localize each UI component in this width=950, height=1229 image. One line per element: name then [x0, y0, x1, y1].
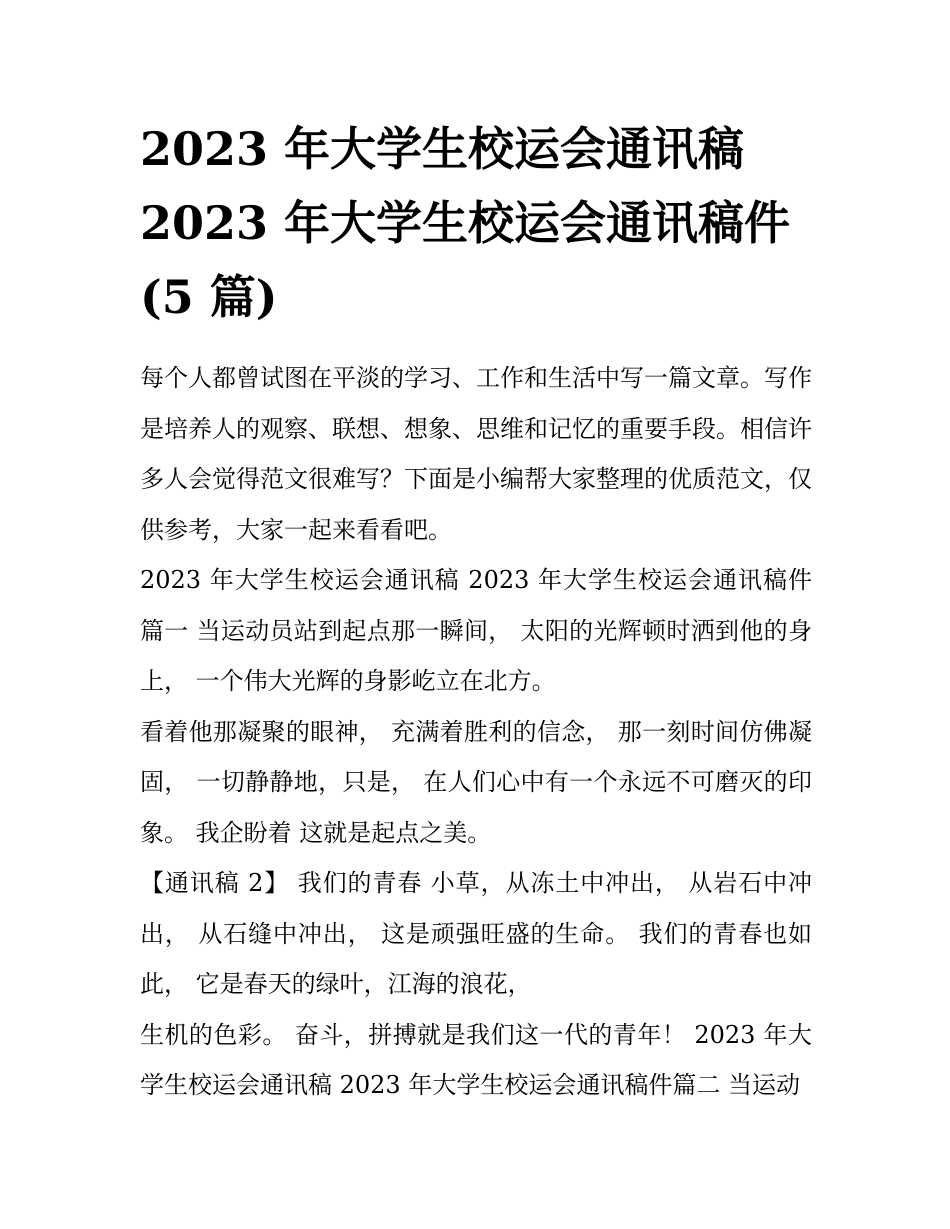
- title-line-3: (5 篇): [140, 270, 278, 324]
- title-line-1: 2023 年大学生校运会通讯稿: [140, 122, 745, 176]
- document-content: [140, 112, 812, 1111]
- body-paragraph: 看着他那凝聚的眼神， 充满着胜利的信念， 那一刻时间仿佛凝固， 一切静静地，只是， 在人们心中有一个永远不可磨灭的印象。 我企盼着 这就是起点之美。: [140, 717, 812, 847]
- body-paragraph: 【通讯稿 2】 我们的青春 小草，从冻土中冲出， 从岩石中冲出， 从石缝中冲出， 这是顽强旺盛的生命。 我们的青春也如此， 它是春天的绿叶，江海的浪花，: [140, 869, 812, 998]
- title-line-2: 2023 年大学生校运会通讯稿件: [140, 196, 791, 250]
- body-paragraph: 2023 年大学生校运会通讯稿 2023 年大学生校运会通讯稿件篇一 当运动员站到起点那一瞬间， 太阳的光辉顿时洒到他的身上， 一个伟大光辉的身影屹立在北方。: [140, 566, 812, 695]
- document-title: [140, 112, 812, 334]
- body-paragraph: 生机的色彩。 奋斗，拼搏就是我们这一代的青年！ 2023 年大学生校运会通讯稿 2023 年大学生校运会通讯稿件篇二 当运动: [140, 1020, 812, 1099]
- document-body: [140, 353, 812, 1111]
- intro-paragraph: 每个人都曾试图在平淡的学习、工作和生活中写一篇文章。写作是培养人的观察、联想、想象、思维和记忆的重要手段。相信许多人会觉得范文很难写？下面是小编帮大家整理的优质范文，仅供参考，大家一起来看看吧。: [140, 364, 812, 544]
